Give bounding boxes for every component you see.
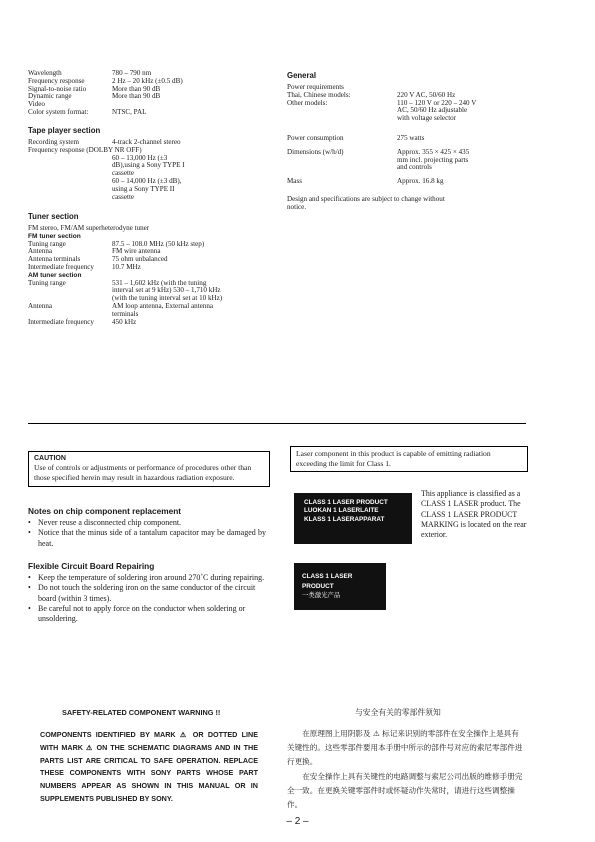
class1-description: This appliance is classified as a CLASS 1 LASER product. The CLASS 1 LASER PRODUCT MARKING is located on the rear exterior. [421,489,527,540]
list-item [28,583,266,604]
spec-row [287,178,477,186]
zh-paragraph: 在原理图上用阴影及 ⚠ 标记来识别的零部件在安全操作上是具有关键性的。这些零部件要用本手册中所示的部件号对应的索尼零部件进行更换。 [287,729,523,767]
design-note: Design and specifications are subject to change without notice. [287,194,445,211]
spec-row [28,280,224,303]
spec-value: Approx. 16.8 kg [397,177,444,186]
list-item-text: Do not touch the soldering iron on the same conductor of the circuit board (within 3 times). [38,583,256,603]
general-specs [287,84,477,212]
tuner-description: FM stereo, FM/AM superheterodyne tuner [28,224,150,232]
freq-line: dB),using a Sony TYPE I [112,161,185,170]
spec-key: Frequency response [28,76,85,85]
fm-tuner-title: FM tuner section [28,232,81,240]
freq-line: cassette [112,192,135,201]
label-line: KLASS 1 LASERAPPARAT [304,515,385,523]
bullet-icon: • [28,573,31,582]
tuner-specs [28,225,224,326]
zh-paragraph: 在安全操作上具有关键性的电路调整与索尼公司出版的维修手册完全一致。在更换关键零部件时或怀疑动作失常时，请进行这些调整操作。 [287,771,523,810]
spec-key: Antenna [28,301,53,310]
chip-notes-list [28,518,266,549]
list-item-text: Be careful not to apply force on the conductor when soldering or unsoldering. [38,603,246,624]
bullet-icon: • [28,603,31,613]
spec-value: NTSC, PAL [112,107,147,116]
spec-value: 220 V AC, 50/60 Hz [397,90,456,99]
flex-board-list [28,573,266,624]
am-tuner-title: AM tuner section [28,271,82,279]
bullet-icon: • [28,583,31,593]
tape-frequency-values [112,155,268,202]
spec-key: Power consumption [287,133,344,142]
list-item-text: Keep the temperature of soldering iron around 270˚C during repairing. [38,573,265,582]
spec-key: Other models: [287,98,328,107]
spec-key: Intermediate frequency [28,317,94,326]
spec-value: FM wire antenna [112,247,161,256]
safety-warning-text: COMPONENTS IDENTIFIED BY MARK ⚠ OR DOTTED LINE WITH MARK ⚠ ON THE SCHEMATIC DIAGRAMS AND IN THE PARTS LIST ARE CRITICAL TO SAFE OPERATION. REPLACE THESE COMPONENTS WITH SONY PARTS WHOSE PART NUMBERS APPEAR AS SHOWN IN THIS MANUAL OR IN SUPPLEMENTS PUBLISHED BY SONY. [40,730,258,803]
safety-warning-title: SAFETY-RELATED COMPONENT WARNING !! [62,708,221,717]
freq-line: using a Sony TYPE II [112,184,175,193]
flex-board-title: Flexible Circuit Board Repairing [28,561,155,571]
spec-key: Frequency response (DOLBY NR OFF) [28,145,142,154]
safety-warning-text-zh [287,727,525,812]
spec-key: Signal-to-noise ratio [28,84,87,93]
specs-top [28,70,268,117]
spec-value: AM loop antenna, External antenna terminals [112,301,214,318]
laser-notice-box: Laser component in this product is capable of emitting radiation exceeding the limit for Class 1. [290,446,528,472]
list-item [28,573,266,583]
spec-key: Wavelength [28,69,62,77]
spec-row [287,149,477,172]
spec-key: Mass [287,177,302,186]
caution-box [28,451,270,487]
spec-key: Intermediate frequency [28,262,94,271]
list-item-text: Never reuse a disconnected chip component. [38,518,182,527]
page-number: – 2 – [286,816,309,827]
list-item [28,518,266,528]
caution-title: CAUTION [34,455,66,462]
spec-key: Tuning range [28,239,66,248]
spec-key: Color system format: [28,107,89,116]
bullet-icon: • [28,528,31,538]
list-item-text: Notice that the minus side of a tantalum capacitor may be damaged by heat. [38,528,266,548]
list-item [28,528,266,549]
spec-row [28,147,268,155]
spec-value: Approx. 355 × 425 × 435 mm incl. projecting parts and controls [397,147,470,172]
spec-value: 780 – 790 nm [112,69,152,77]
spec-row [28,303,224,319]
spec-value: More than 90 dB [112,92,161,101]
spec-value: 531 – 1,602 kHz (with the tuning interval set at 9 kHz) 530 – 1,710 kHz (with the tuning interval set at 10 kHz) [112,278,223,303]
label-line: LUOKAN 1 LASERLAITE [304,507,379,515]
bullet-icon: • [28,518,31,527]
tuner-section-title: Tuner section [28,212,79,221]
power-requirements-label: Power requirements [287,83,344,91]
spec-row [28,319,224,327]
freq-line: 60 – 13,000 Hz (±3 [112,153,168,162]
spec-value: 110 – 120 V or 220 – 240 V AC, 50/60 Hz adjustable with voltage selector [397,98,477,123]
safety-warning-title-zh: 与安全有关的零部件须知 [355,708,441,717]
spec-value: 275 watts [397,133,425,142]
spec-row [28,109,268,117]
general-section-title: General [287,71,317,80]
section-divider [28,423,526,424]
spec-row [28,93,268,101]
spec-key: Thai, Chinese models: [287,90,351,99]
spec-value: 75 ohm unbalanced [112,255,168,264]
spec-value: More than 90 dB [112,84,161,93]
spec-key: Dynamic range [28,92,72,101]
spec-row [28,264,224,272]
spec-key: Dimensions (w/h/d) [287,147,344,156]
freq-line: cassette [112,169,135,178]
spec-row [287,135,477,143]
spec-key: Tuning range [28,278,66,287]
chip-notes-title: Notes on chip component replacement [28,506,182,516]
spec-value: 2 Hz – 20 kHz (±0.5 dB) [112,76,183,85]
tape-specs [28,139,268,201]
spec-value: 4-track 2-channel stereo [112,138,181,146]
tape-section-title: Tape player section [28,126,101,135]
spec-value: 10.7 MHz [112,262,141,271]
list-item [28,604,266,625]
spec-value: 87.5 – 108.0 MHz (50 kHz step) [112,239,205,248]
spec-key: Antenna terminals [28,255,81,264]
spec-key: Video [28,100,45,109]
freq-line: 60 – 14,000 Hz (±3 dB), [112,176,182,185]
caution-text: Use of controls or adjustments or performance of procedures other than those specified herein may result in hazardous radiation exposure. [34,463,252,482]
spec-key: Antenna [28,247,53,256]
label-line: CLASS 1 LASER PRODUCT [304,499,388,506]
label-line: CLASS 1 LASER PRODUCT [302,573,353,590]
spec-key: Recording system [28,138,80,146]
label-line: 一类激光产品 [302,591,341,599]
spec-row [287,100,477,123]
class1-laser-label-chinese [294,563,386,610]
class1-laser-label [294,493,412,544]
spec-value: 450 kHz [112,317,137,326]
